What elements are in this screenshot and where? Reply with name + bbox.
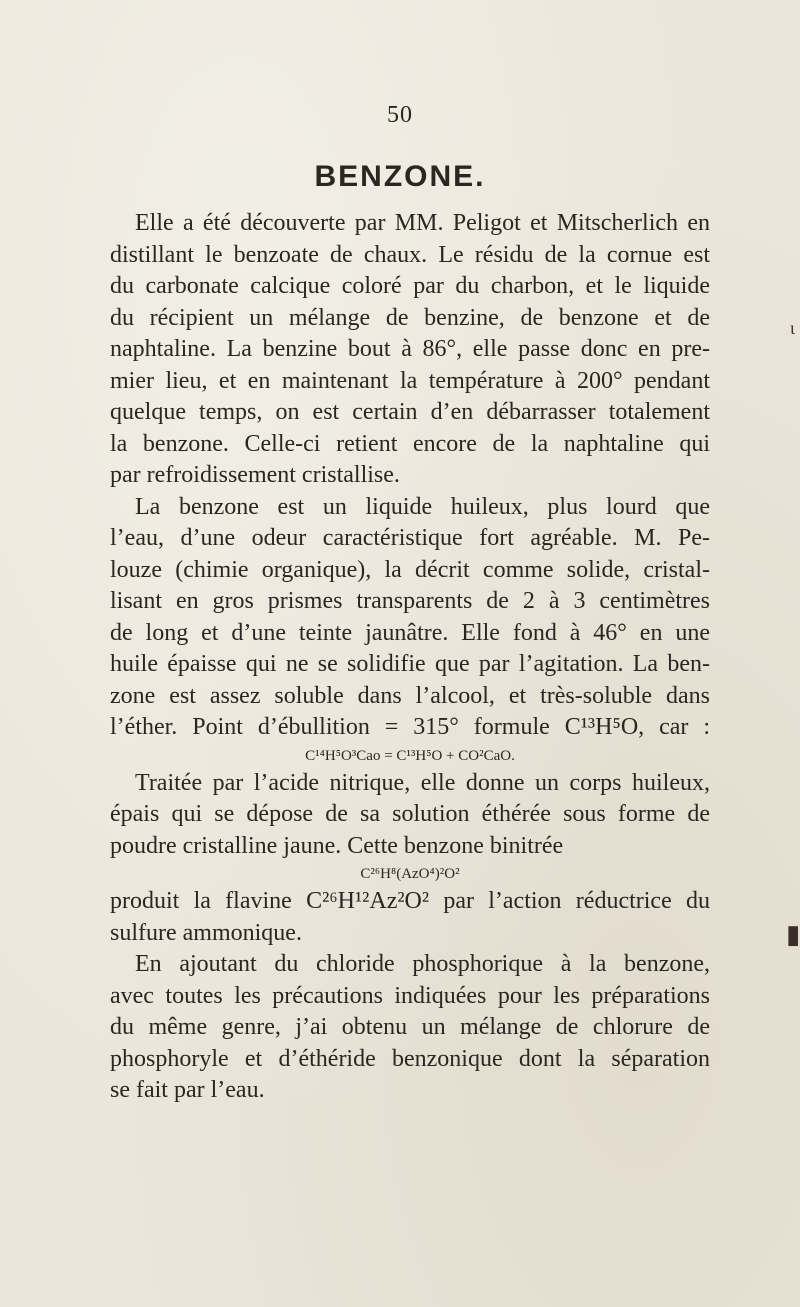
text-line: sulfure ammonique. [110,919,302,946]
text-line: distillant le benzoate de chaux. Le résidu de la cornue est [110,241,710,268]
text-line: épais qui se dépose de sa solution éthérée sous forme de [110,801,710,827]
text-line: En ajoutant du chloride phosphorique à la benzone, [135,951,710,977]
text-line: louze (chimie organique), la décrit comme solide, cristal- [110,556,710,583]
text-line: naphtaline. La benzine bout à 86°, elle passe donc en pre- [110,336,710,362]
page-number: 50 [387,102,413,128]
text-line: quelque temps, on est certain d’en débarrasser totalement [110,399,710,425]
text-line: du carbonate calcique coloré par du charbon, et le liquide [110,273,710,299]
text-line: du même genre, j’ai obtenu un mélange de chlorure de [110,1014,710,1040]
text-line: l’eau, d’une odeur caractéristique fort agréable. M. Pe- [110,525,710,551]
text-line: huile épaisse qui ne se solidifie que par l’agitation. La ben- [110,651,710,677]
text-line: zone est assez soluble dans l’alcool, et très-soluble dans [110,682,710,709]
text-line: phosphoryle et d’éthéride benzonique dont la séparation [110,1045,710,1072]
text-line: l’éther. Point d’ébullition = 315° formule C¹³H⁵O, car : [110,714,710,740]
formula-line: C¹⁴H⁵O³Cao = C¹³H⁵O + CO²CaO. [305,747,515,764]
text-line: de long et d’une teinte jaunâtre. Elle fond à 46° en une [110,619,710,646]
text-line: avec toutes les précautions indiquées pour les préparations [110,982,710,1009]
margin-mark-dark: ▮ [786,920,800,949]
body-text [110,208,710,1107]
text-line: lisant en gros prismes transparents de 2 à 3 centimètres [110,588,710,614]
text-line: par refroidissement cristallise. [110,462,400,488]
text-line: la benzone. Celle-ci retient encore de la naphtaline qui [110,430,710,457]
text-line: mier lieu, et en maintenant la température à 200° pendant [110,367,710,394]
section-title: BENZONE. [314,160,486,193]
text-line: se fait par l’eau. [110,1077,265,1103]
text-line: Elle a été découverte par MM. Peligot et Mitscherlich en [135,210,710,236]
text-line: Traitée par l’acide nitrique, elle donne un corps huileux, [135,769,710,796]
text-line: poudre cristalline jaune. Cette benzone binitrée [110,832,564,859]
text-line: produit la flavine C²⁶H¹²Az²O² par l’action réductrice du [110,888,710,914]
margin-mark-small: ι [790,318,795,338]
formula-line: C²⁶H⁸(AzO⁴)²O² [360,866,460,882]
text-line: du récipient un mélange de benzine, de benzone et de [110,304,710,331]
text-line: La benzone est un liquide huileux, plus lourd que [135,493,710,520]
